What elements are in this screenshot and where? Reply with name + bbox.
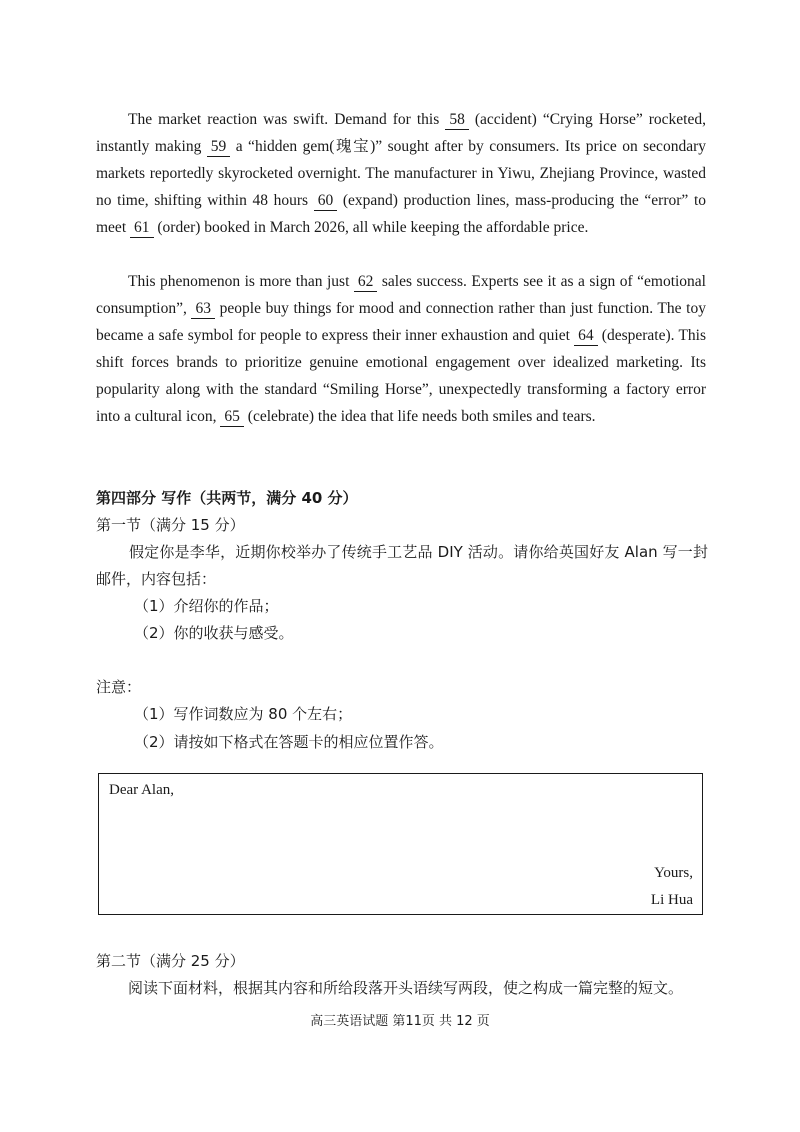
letter-signature: Li Hua <box>650 892 693 908</box>
passage-paragraph-2 <box>96 268 706 430</box>
passage-text: This phenomenon is more than just <box>128 273 354 290</box>
passage-text: people buy things for mood and connection rather than just function. The toy became a safe symbol for people to express their inner exhaustion and quiet <box>96 300 706 344</box>
section-two-task: 阅读下面材料，根据其内容和所给段落开头语续写两段，使之构成一篇完整的短文。 <box>128 979 684 997</box>
note-label: 注意： <box>96 678 142 696</box>
section-two-title: 第二节（满分 25 分） <box>96 952 245 970</box>
requirement-1: （1）介绍你的作品； <box>134 597 279 615</box>
page-footer: 高三英语试题 第11页 共 12 页 <box>310 1014 490 1029</box>
passage-text: (expand) production lines, mass-producing the “error” to meet <box>96 192 706 236</box>
passage-text: (order) booked in March 2026, all while keeping the affordable price. <box>153 219 589 236</box>
letter-greeting: Dear Alan, <box>109 782 174 798</box>
blank-64: 64 <box>574 327 598 346</box>
blank-65: 65 <box>220 408 244 427</box>
passage-text: sales success. Experts see it as a sign of “emotional consumption”, <box>96 273 706 317</box>
letter-format-box <box>98 773 703 915</box>
passage-text: (accident) “Crying Horse” rocketed, instantly making <box>96 111 706 155</box>
letter-closing: Yours, <box>654 865 693 881</box>
blank-60: 60 <box>314 192 338 211</box>
passage-paragraph-1 <box>96 106 706 241</box>
requirement-2: （2）你的收获与感受。 <box>134 624 294 642</box>
passage-text: (desperate). This shift forces brands to prioritize genuine emotional engagement over idealized marketing. Its popularity along with the standard “Smiling Horse”, unexpectedly transforming a factory error into a cultural icon, <box>96 327 707 425</box>
blank-63: 63 <box>191 300 215 319</box>
blank-58: 58 <box>445 111 469 130</box>
note-1: （1）写作词数应为 80 个左右； <box>134 705 353 723</box>
section-one-task: 假定你是李华，近期你校举办了传统手工艺品 DIY 活动。请你给英国好友 Alan 写一封邮件，内容包括： <box>96 543 708 588</box>
note-2: （2）请按如下格式在答题卡的相应位置作答。 <box>134 733 444 751</box>
part-four-title: 第四部分 写作（共两节，满分 40 分） <box>96 489 358 507</box>
passage-text: (celebrate) the idea that life needs both smiles and tears. <box>243 408 596 425</box>
passage-text: a “hidden gem(瑰宝)” sought after by consumers. Its price on secondary markets reportedly skyrocketed overnight. The manufacturer in Yiwu, Zhejiang Province, wasted no time, shifting within 48 hours <box>96 138 706 209</box>
passage-text: The market reaction was swift. Demand for this <box>128 111 446 128</box>
blank-59: 59 <box>207 138 231 157</box>
section-one-title: 第一节（满分 15 分） <box>96 516 245 534</box>
blank-61: 61 <box>130 219 154 238</box>
blank-62: 62 <box>354 273 378 292</box>
